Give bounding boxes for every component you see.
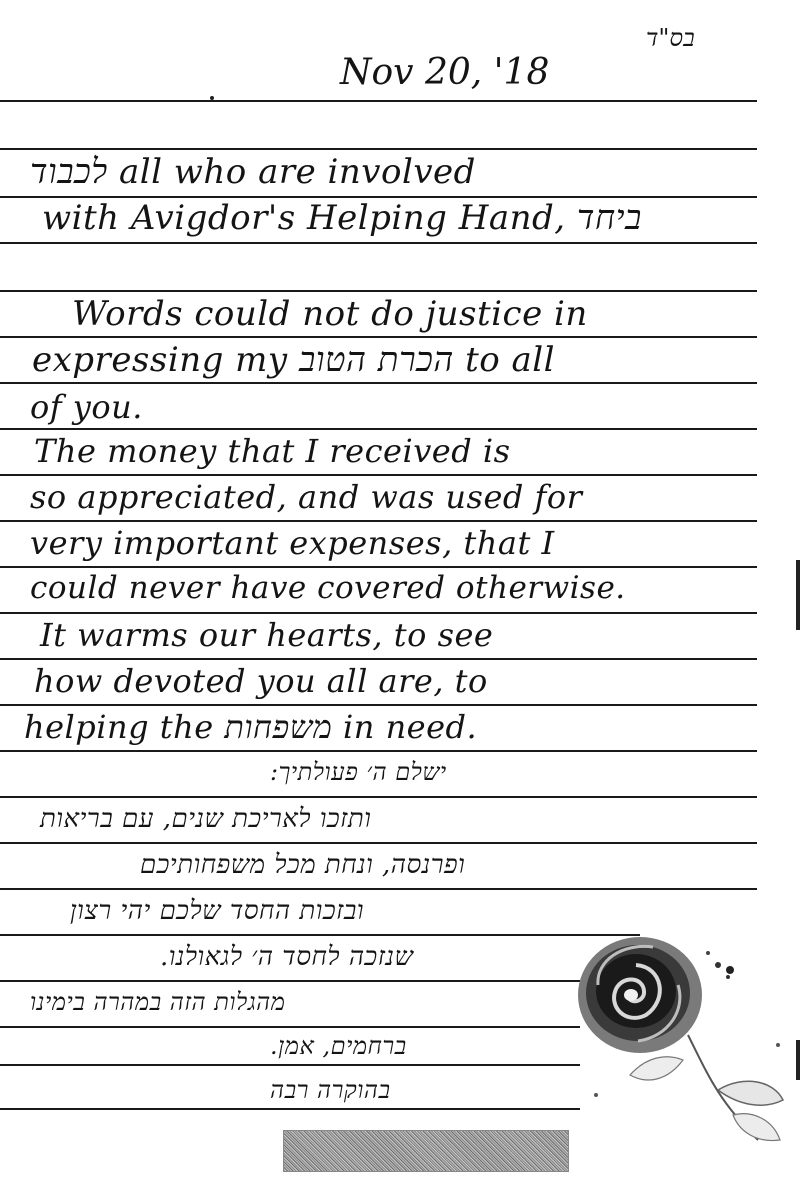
ruled-line (0, 100, 757, 102)
ruled-line (0, 842, 757, 844)
letter-line: with Avigdor's Helping Hand, ביחד (42, 198, 642, 238)
ruled-line (0, 1026, 580, 1028)
letter-line-hebrew: שנזכה לחסד ה׳ לגאולנו. (160, 942, 414, 972)
ruled-line (0, 612, 757, 614)
ruled-line (0, 1108, 580, 1110)
ruled-line (0, 336, 757, 338)
letter-line: לכבוד all who are involved (30, 152, 476, 192)
letter-line-hebrew: ישלם ה׳ פעולתיך: (270, 758, 447, 786)
ruled-line (0, 520, 757, 522)
letter-line-hebrew: מהגלות הזה במהרה בימינו (30, 988, 286, 1016)
letter-line: of you. (30, 388, 143, 426)
ruled-line (0, 290, 757, 292)
letter-date: Nov 20, '18 (340, 52, 550, 93)
letter-line: expressing my הכרת הטוב to all (32, 340, 556, 380)
letter-line: how devoted you all are, to (34, 662, 488, 700)
ruled-line (0, 566, 757, 568)
ruled-line (0, 704, 757, 706)
ruled-line (0, 1064, 580, 1066)
letter-line-hebrew: ברחמים, אמן. (270, 1032, 407, 1060)
letter-line: so appreciated, and was used for (30, 478, 583, 516)
ruled-line (0, 382, 757, 384)
letter-line: The money that I received is (34, 432, 511, 470)
rose-drawing-icon (568, 925, 798, 1150)
header-mark: בס"ד (646, 24, 695, 52)
ruled-line (0, 980, 580, 982)
letter-line: It warms our hearts, to see (40, 616, 494, 654)
ruled-line (0, 934, 640, 936)
ruled-line (0, 242, 757, 244)
ruled-line (0, 750, 757, 752)
letter-line-hebrew: ותזכו לאריכת שנים, עם בריאות (40, 804, 372, 834)
letter-line: Words could not do justice in (72, 294, 588, 334)
ruled-line (0, 796, 757, 798)
ruled-line (0, 428, 757, 430)
letter-line-hebrew: בהוקרה רבה (270, 1076, 391, 1104)
ruled-line (0, 474, 757, 476)
ruled-line (0, 888, 757, 890)
letter-line: very important expenses, that I (30, 524, 555, 562)
letter-line-hebrew: ופרנסה, ונחת מכל משפחותיכם (140, 850, 466, 880)
ruled-line (0, 148, 757, 150)
scan-edge-mark (796, 560, 800, 630)
ruled-line (0, 658, 757, 660)
redacted-signature-block (283, 1130, 569, 1172)
ink-dot (210, 96, 214, 100)
letter-line: could never have covered otherwise. (30, 570, 626, 606)
letter-line: helping the משפחות in need. (24, 708, 478, 746)
letter-line-hebrew: ובזכות החסד שלכם יהי רצון (70, 896, 365, 926)
